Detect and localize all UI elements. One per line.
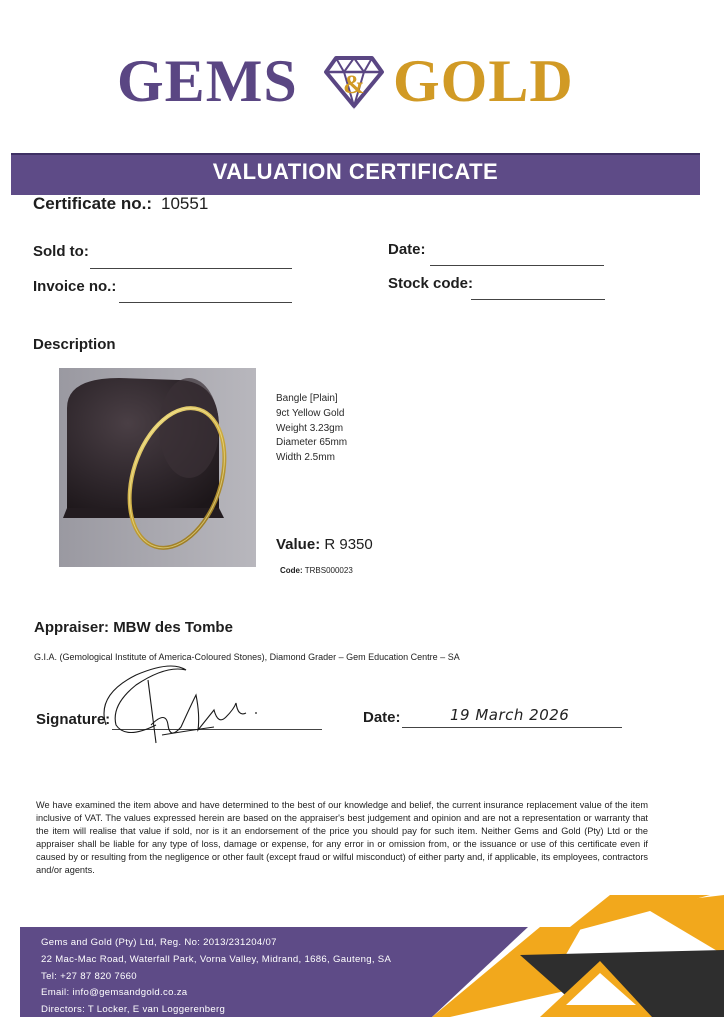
stock-code-label: Stock code:: [388, 275, 474, 292]
footer-email-link[interactable]: Email: info@gemsandgold.co.za: [41, 987, 188, 999]
description-details: [276, 392, 347, 466]
appraiser-name: Appraiser: MBW des Tombe: [34, 619, 233, 636]
logo-gems-word: GEMS: [117, 48, 298, 114]
footer-line: Tel: +27 87 820 7660: [41, 970, 137, 982]
certificate-title: VALUATION CERTIFICATE: [212, 159, 499, 184]
signature-label: Signature:: [36, 711, 111, 728]
handwritten-signature: [96, 655, 266, 750]
signature-date-label: Date:: [363, 709, 401, 726]
description-line: Weight 3.23gm: [276, 422, 344, 434]
logo-ampersand: &: [343, 70, 365, 99]
certificate-number-label: Certificate no.:: [33, 194, 153, 213]
value-label: Value:: [276, 536, 321, 553]
description-heading: Description: [33, 336, 116, 353]
signature-date-value: 19 March 2026: [450, 706, 570, 724]
bangle-photo: [59, 368, 256, 567]
description-line: Width 2.5mm: [276, 452, 335, 464]
date-label: Date:: [388, 241, 426, 258]
signature-date-line: [402, 727, 622, 728]
footer-line: 22 Mac-Mac Road, Waterfall Park, Vorna Valley, Midrand, 1686, Gauteng, SA: [41, 953, 392, 965]
invoice-number-line: [119, 302, 292, 303]
appraiser-qualifications: G.I.A. (Gemological Institute of America-Coloured Stones), Diamond Grader – Gem Education Centre – SA: [34, 652, 460, 662]
code-value: TRBS000023: [304, 566, 353, 575]
sold-to-label: Sold to:: [33, 243, 89, 260]
code-line: [280, 566, 353, 575]
footer-company-details: [41, 935, 391, 1019]
certificate-number: 10551: [161, 194, 209, 213]
value-amount: R 9350: [324, 536, 373, 553]
description-line: Diameter 65mm: [276, 437, 348, 449]
date-line: [430, 265, 604, 266]
logo-gold-word: GOLD: [393, 48, 574, 114]
disclaimer-text: We have examined the item above and have determined to the best of our knowledge and belief, the current insurance replacement value of the item inclusive of VAT. The values expressed herein are based on the appraiser's best judgement and opinion and are not a representation or warranty that the item will realise that value if sold, nor is it an endorsement of the price you should pay for such item. Neither Gems and Gold (Pty) Ltd or the appraiser shall be liable for any type of loss, damage or expense, for any error in or omission from, or the issuance or use of this certificate even if caused by or resulting from the negligence or other fault (except fraud or wilful misconduct) of either party and, if applicable, its employees, contractors and/or agents.: [36, 800, 648, 875]
value-line: [276, 536, 373, 553]
diamond-logo-icon: [322, 52, 386, 110]
description-line: 9ct Yellow Gold: [276, 407, 345, 419]
invoice-number-label: Invoice no.:: [33, 278, 117, 295]
sold-to-line: [90, 268, 292, 269]
description-line: Bangle [Plain]: [276, 393, 338, 404]
code-label: Code:: [280, 566, 303, 575]
footer-line: Directors: T Locker, E van Loggerenberg: [41, 1004, 226, 1016]
footer-line: Gems and Gold (Pty) Ltd, Reg. No: 2013/231204/07: [41, 937, 277, 948]
stock-code-line: [471, 299, 605, 300]
